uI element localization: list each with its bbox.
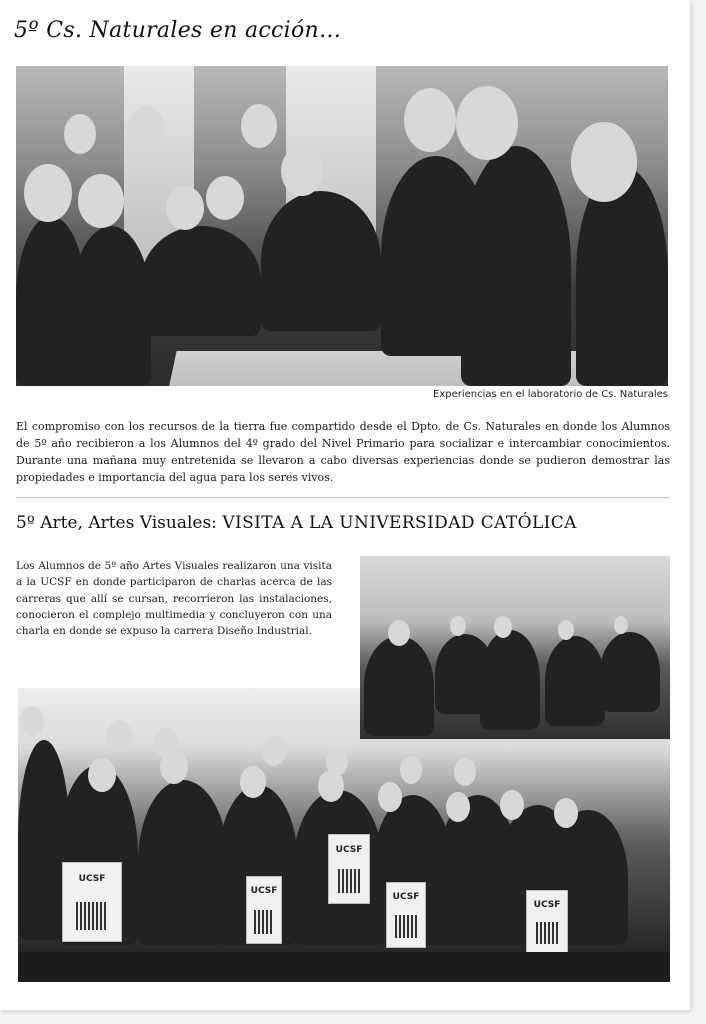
student-face xyxy=(241,104,277,148)
student-face xyxy=(494,616,512,638)
student-figure xyxy=(461,146,571,386)
ucsf-bag xyxy=(386,882,426,948)
student-figure xyxy=(261,191,381,331)
bag-qr-code xyxy=(76,902,109,930)
section2-title-caps: VISITA A LA UNIVERSIDAD CATÓLICA xyxy=(222,513,577,533)
lecture-hall-photo xyxy=(360,556,670,739)
student-face xyxy=(450,616,466,636)
ucsf-bag xyxy=(62,862,122,942)
bag-qr-code xyxy=(254,910,273,934)
student-figure xyxy=(600,632,660,712)
bag-logo: UCSF xyxy=(250,886,278,897)
student-face xyxy=(400,756,422,784)
student-face xyxy=(456,86,518,160)
student-face xyxy=(24,164,72,222)
bag-logo: UCSF xyxy=(335,844,363,855)
student-face xyxy=(554,798,578,828)
student-face xyxy=(20,706,44,736)
section2-title xyxy=(16,513,676,533)
section2-title-lead: 5º Arte, Artes Visuales: xyxy=(16,513,217,533)
bag-logo: UCSF xyxy=(392,891,420,902)
student-face xyxy=(262,736,286,766)
student-face xyxy=(326,748,348,776)
bag-qr-code xyxy=(395,915,416,938)
section-divider xyxy=(16,497,670,498)
lab-photo xyxy=(16,66,668,386)
student-face xyxy=(64,114,96,154)
student-figure xyxy=(545,636,605,726)
ucsf-bag xyxy=(246,876,282,944)
student-figure xyxy=(576,166,668,386)
student-face xyxy=(166,186,204,230)
student-face xyxy=(240,766,266,798)
student-face xyxy=(558,620,574,640)
student-face xyxy=(446,792,470,822)
bag-logo: UCSF xyxy=(533,899,561,910)
student-face xyxy=(500,790,524,820)
student-face xyxy=(614,616,628,634)
student-face xyxy=(78,174,124,228)
student-face xyxy=(106,720,132,752)
student-face xyxy=(404,88,456,152)
student-face xyxy=(206,176,244,220)
student-face xyxy=(281,146,323,196)
stage-floor xyxy=(18,952,670,982)
student-figure xyxy=(138,780,228,945)
student-figure xyxy=(480,630,540,730)
student-figure xyxy=(71,226,151,386)
bag-qr-code xyxy=(536,922,558,944)
student-face xyxy=(571,122,637,202)
section1-body: El compromiso con los recursos de la tierra fue compartido desde el Dpto. de Cs. Naturales en donde los Alumnos de 5º año recibieron a los Alumnos del 4º grado del Nivel Primario para socializar e intercambiar conocimientos. Durante una mañana muy entretenida se llevaron a cabo diversas experiencias donde se pudieron demostrar las propiedades e importancia del agua para los seres vivos. xyxy=(16,420,670,484)
student-face xyxy=(378,782,402,812)
bag-logo: UCSF xyxy=(78,873,106,884)
section1-title: 5º Cs. Naturales en acción… xyxy=(14,18,342,43)
ucsf-bag xyxy=(328,834,370,904)
ucsf-bag xyxy=(526,890,568,954)
student-face xyxy=(388,620,410,646)
student-face xyxy=(128,106,164,150)
section2-body: Los Alumnos de 5º año Artes Visuales realizaron una visita a la UCSF en donde participaron de charlas acerca de las carreras que allí se cursan, recorrieron las instalaciones, conocieron el complejo multimedia y concluyeron con una charla en donde se expuso la carrera Diseño Industrial. xyxy=(16,560,332,638)
student-face xyxy=(88,758,116,792)
bag-qr-code xyxy=(338,869,360,893)
student-face xyxy=(154,728,178,758)
student-figure xyxy=(364,636,434,736)
student-figure xyxy=(141,226,261,336)
photo-caption: Experiencias en el laboratorio de Cs. Naturales xyxy=(433,389,668,400)
student-face xyxy=(454,758,476,786)
